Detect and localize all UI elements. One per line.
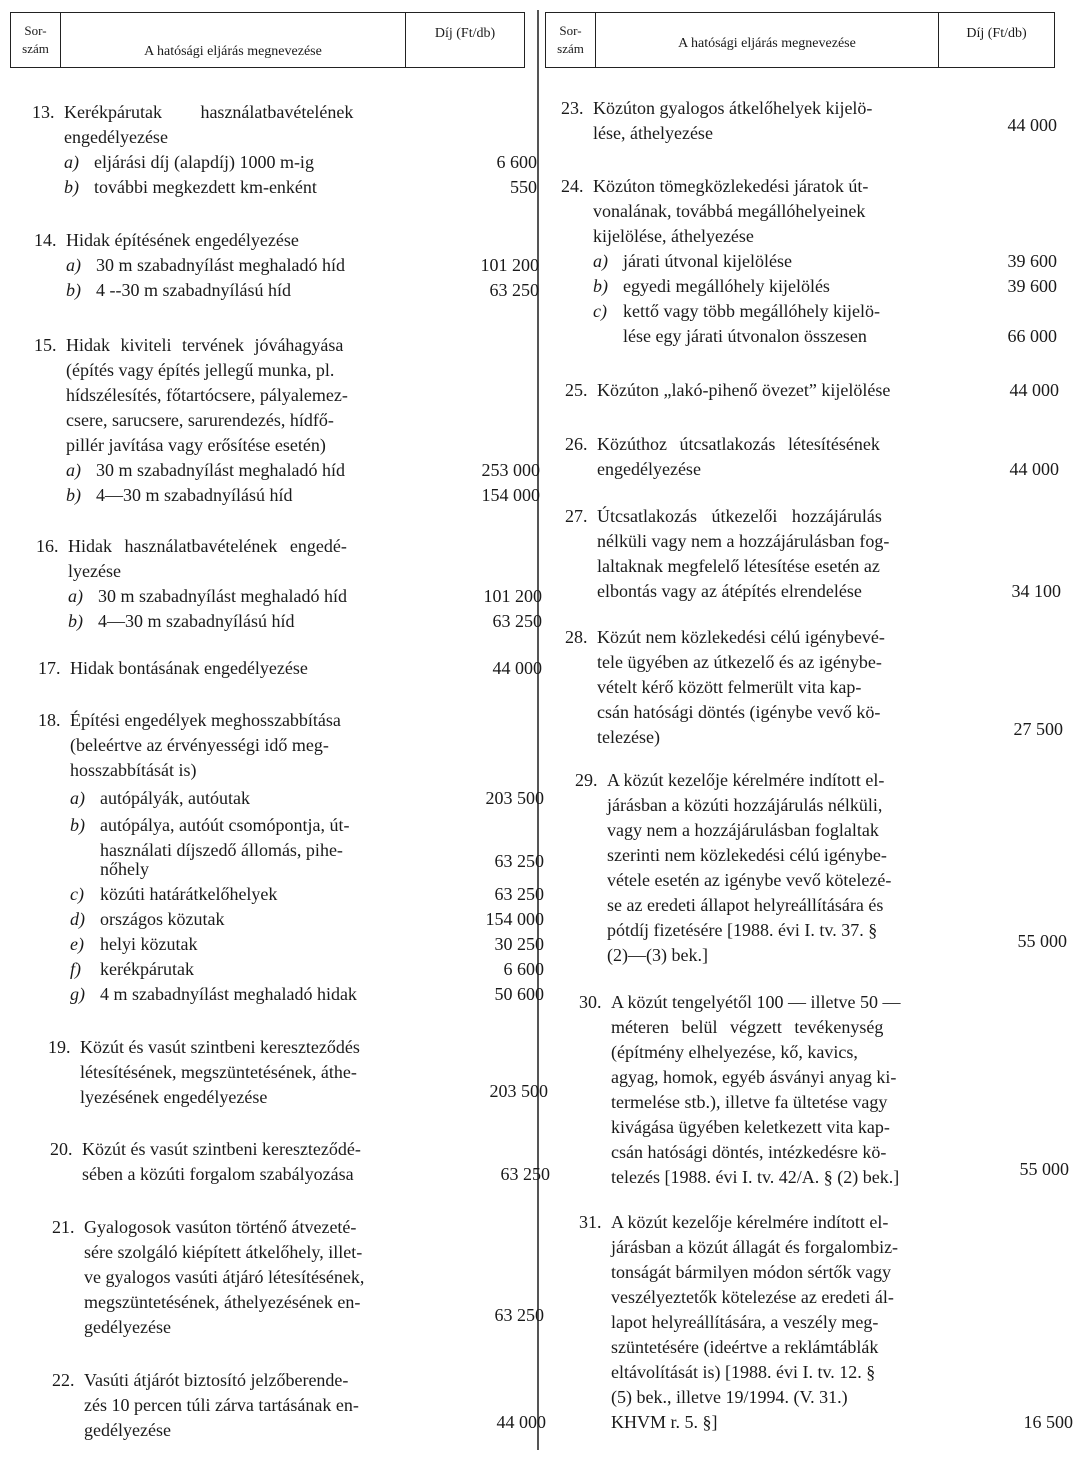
entry-21: 21. Gyalogosok vasúton történő átvezeté- sére szolgáló kiépített átkelőhely, illet- ve gyalogos vasúti átjáró létesítésének, megszüntetésének, áthelyezésének en- gedélyezése 63 250: [52, 1217, 544, 1337]
entry-17: 17. Hidak bontásának engedélyezése 44 000: [38, 658, 542, 678]
header-title: A hatósági eljárás megnevezése: [596, 13, 939, 67]
header-sorszam: Sor- szám: [546, 13, 596, 67]
entry-27: 27. Útcsatlakozás útkezelői hozzájárulás nélküli vagy nem a hozzájárulásban fog- laltaknak megfelelő létesítése esetén az elbontás vagy az átépítés elrendelése 34 100: [565, 506, 1061, 601]
entry-15: 15. Hidak kiviteli tervének jóváhagyása (építés vagy építés jellegű munka, pl. hídszélesítés, főtartócsere, pályalemez- csere, sarucsere, sarurendezés, hídfő- pillér javítása vagy erősítése esetén) a) 30 m szabadnyílást meghaladó híd 253 000 b) 4—30 m szabadnyílású híd 154 000: [34, 335, 540, 505]
header-fee: Díj (Ft/db): [434, 26, 496, 41]
entry-31: 31. A közút kezelője kérelmére indított el- járásban a közút állagát és forgalombiz- tonságát bármilyen módon sértők vagy veszélyeztetők kötelezése az eredeti ál- lapot helyreállítására, a veszély meg- szüntetésére (ideértve a reklámtáblák eltávolítását is) [1988. évi I. tv. 12. § (5) bek., illetve 19/1994. (V. 31.) KHVM r. 5. §] 16 500: [579, 1212, 1073, 1432]
entry-25: 25. Közúton „lakó-pihenő övezet” kijelölése 44 000: [565, 380, 1059, 400]
entry-24: 24. Közúton tömegközlekedési járatok út- vonalának, továbbá megállóhelyeinek kijelölése, áthelyezése a) járati útvonal kijelölése 39 600 b) egyedi megállóhely kijelölés 39 600 c) kettő vagy több megállóhely kijelö- lése egy járati útvonalon összesen 66 000: [561, 176, 1057, 346]
entry-28: 28. Közút nem közlekedési célú igénybevé- tele ügyében az útkezelő és az igénybe- vételt kérő között felmerült vita kap- csán hatósági döntés (igénybe vevő kö- telezése) 27 500: [565, 627, 1063, 747]
header-fee: Díj (Ft/db): [966, 26, 1027, 41]
header-title: A hatósági eljárás megnevezése: [61, 13, 406, 67]
table-header-left: [10, 12, 525, 68]
entry-20: 20. Közút és vasút szintbeni kereszteződé- sében a közúti forgalom szabályozása 63 250: [50, 1139, 550, 1184]
entry-14: 14. Hidak építésének engedélyezése a) 30 m szabadnyílást meghaladó híd 101 200 b) 4 --30 m szabadnyílású híd 63 250: [34, 230, 539, 300]
entry-30: 30. A közút tengelyétől 100 — illetve 50 — méteren belül végzett tevékenység (építmény elhelyezése, kő, kavics, agyag, homok, egyéb ásványi anyag ki- termelése stb.), illetve fa ültetése vagy kivágása ügyében keletkezett vita kap- csán hatósági döntés, intézkedésre kö- telezés [1988. évi I. tv. 42/A. § (2) bek.] 55 000: [579, 992, 1069, 1187]
header-sorszam: Sor- szám: [11, 13, 61, 67]
entry-16: 16. Hidak használatbavételének engedé- lyezése a) 30 m szabadnyílást meghaladó híd 101 200 b) 4—30 m szabadnyílású híd 63 250: [36, 536, 542, 631]
entry-13: 13. Kerékpárutak használatbavételének engedélyezése a) eljárási díj (alapdíj) 1000 m-ig 6 600 b) további megkezdett km-enként 550: [32, 102, 537, 197]
entry-23: 23. Közúton gyalogos átkelőhelyek kijelö- lése, áthelyezése 44 000: [561, 98, 1057, 143]
entry-22: 22. Vasúti átjárót biztosító jelzőberende- zés 10 percen túli zárva tartásának en- gedélyezése 44 000: [52, 1370, 546, 1440]
table-header-right: [545, 12, 1055, 68]
entry-26: 26. Közúthoz útcsatlakozás létesítésének engedélyezése 44 000: [565, 434, 1059, 479]
entry-18: 18. Építési engedélyek meghosszabbítása (beleértve az érvényességi idő meg- hosszabbítását is) a) autópályák, autóutak 203 500 b) autópálya, autóút csomópontja, út- használati díjszedő állomás, pihe- nőhely 63 250 c) közúti határátkelőhelyek 63 250 d) országos közutak 154 000 e) helyi közutak 30 250 f) kerékpárutak 6 600 g) 4 m szabadnyílást meghaladó hidak 50 600: [38, 710, 544, 1004]
entry-29: 29. A közút kezelője kérelmére indított el- járásban a közúti hozzájárulás nélküli, vagy nem a hozzájárulásban foglaltak szerinti nem közlekedési célú igénybe- vétele esetén az igénybe vevő kötelezé- se az eredeti állapot helyreállítására és pótdíj fizetésére [1988. évi I. tv. 37. § (2)—(3) bek.] 55 000: [575, 770, 1067, 965]
entry-19: 19. Közút és vasút szintbeni kereszteződés létesítésének, megszüntetésének, áthe- lyezésének engedélyezése 203 500: [48, 1037, 548, 1107]
